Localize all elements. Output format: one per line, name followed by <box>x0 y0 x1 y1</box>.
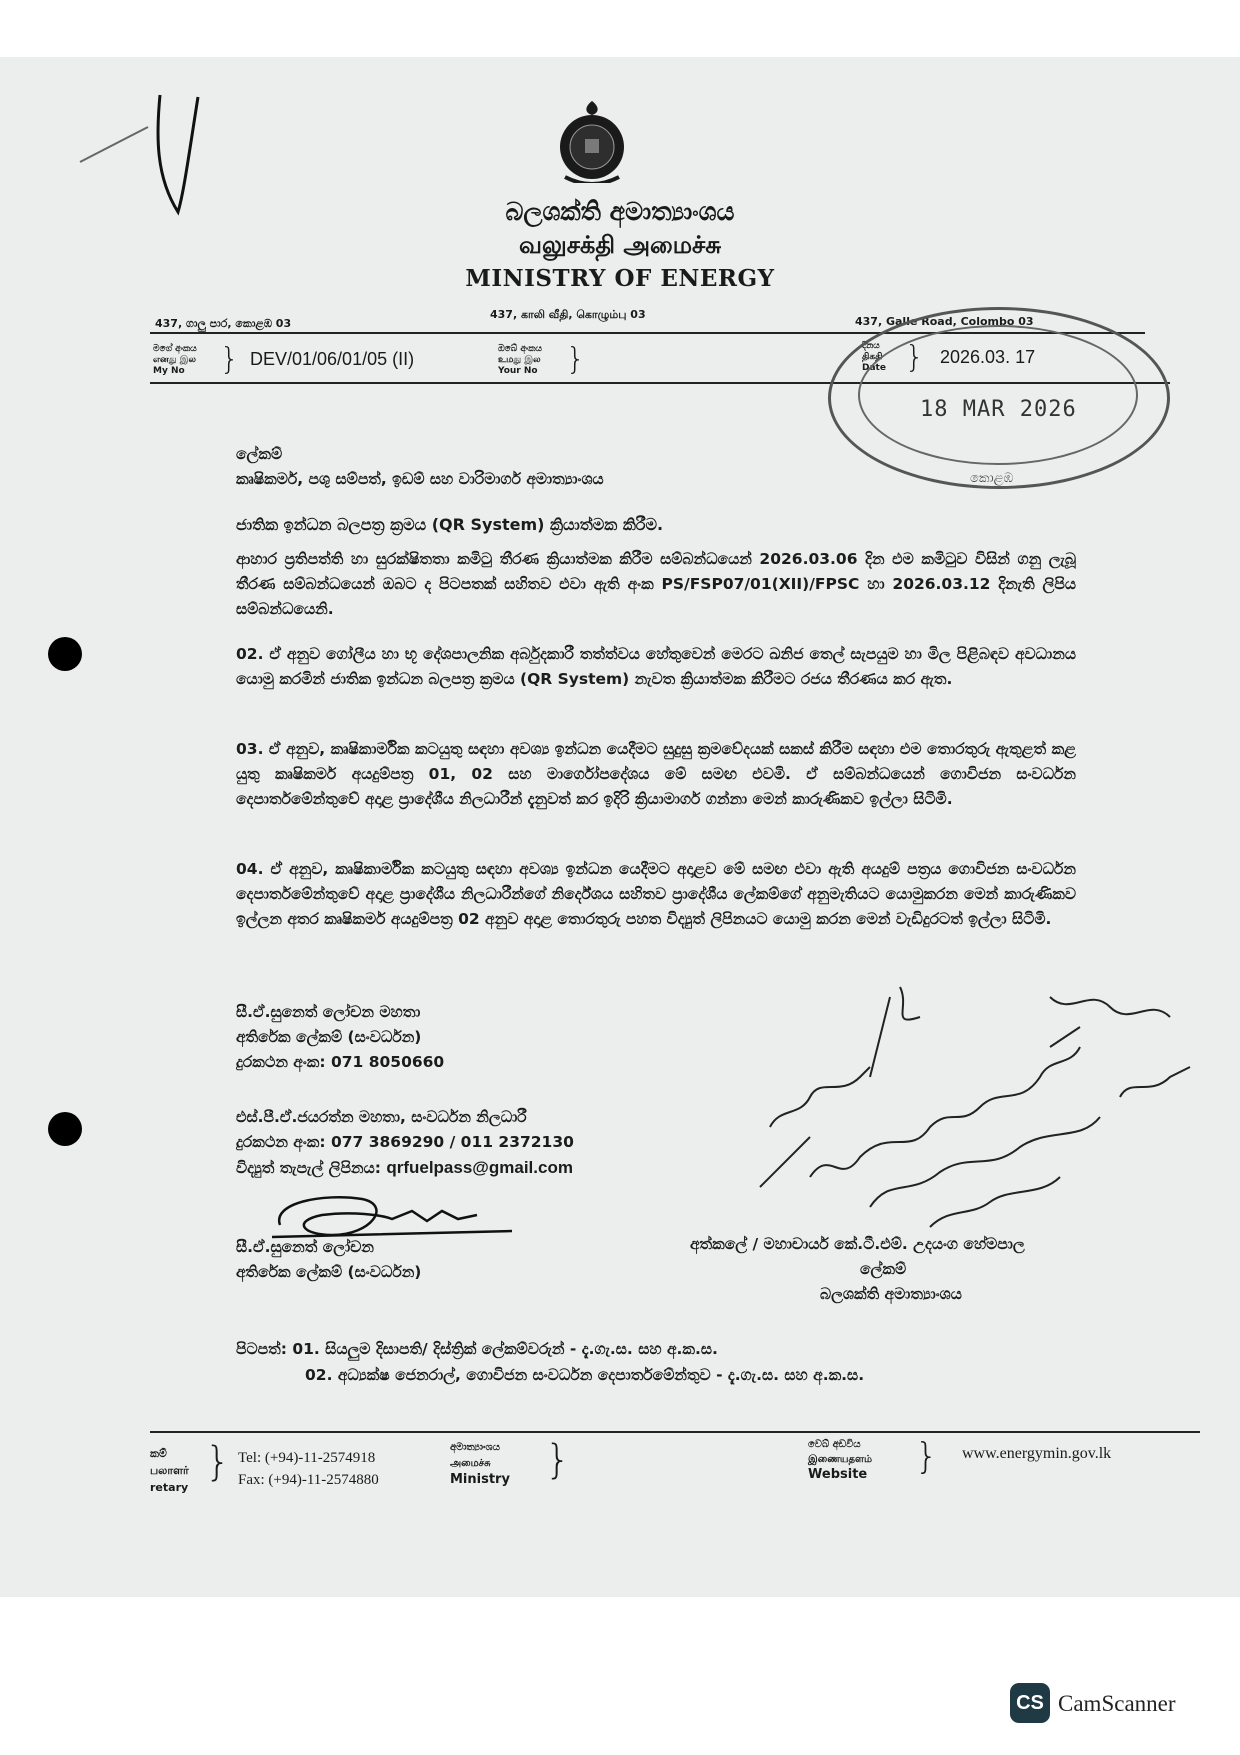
my-no-brace: } <box>220 342 240 377</box>
ministry-name-sinhala: බලශක්ති අමාත්‍යාංශය <box>505 197 735 226</box>
contact2-phone: දුරකථන අංක: 077 3869290 / 011 2372130 <box>236 1133 574 1151</box>
address-english: 437, Galle Road, Colombo 03 <box>855 315 1034 328</box>
date-brace: } <box>905 340 925 375</box>
handwritten-annotation <box>750 957 1220 1237</box>
date-label: දිනය திகதி Date <box>862 341 886 373</box>
punch-hole-bottom <box>48 1112 82 1146</box>
your-no-brace: } <box>566 342 586 377</box>
camscanner-logo-icon: CS <box>1010 1683 1050 1723</box>
secretary-title: ලේකම් <box>860 1260 907 1278</box>
contact2-email-label: විද්‍යුත් තැපැල් ලිපිනය: <box>236 1159 381 1177</box>
footer-fax: Fax: (+94)-11-2574880 <box>238 1472 379 1488</box>
contact1-name: සී.ඒ.සුනෙත් ලෝචන මහතා <box>236 1003 421 1021</box>
address-sinhala: 437, ගාලු පාර, කොළඹ 03 <box>155 317 292 330</box>
footer-tel: Tel: (+94)-11-2574918 <box>238 1450 376 1466</box>
secretary-name: අත්කලේ / මහාචාර්ය කේ.ටී.එම්. උදයංග හේමපාල <box>690 1235 1025 1253</box>
secretary-org: බලශක්ති අමාත්‍යාංශය <box>820 1285 962 1303</box>
signer-name: සී.ඒ.සුනෙත් ලෝචන <box>236 1238 374 1256</box>
signer-title: අතිරේක ලේකම් (සංවර්ධන) <box>236 1263 422 1281</box>
paragraph-04: 04. ඒ අනුව, කෘෂිකාර්මික කටයුතු සඳහා අවශ්‍ය ඉන්ධන යෙදීමට අදාළව මේ සමඟ එවා ඇති අයදුම් පත්‍රය ගොවිජන සංවර්ධන දෙපාර්තමේන්තුවේ අදාළ ප්‍රාදේශීය නිලධාරීන්ගේ නිර්දේශය සහිතව ප්‍රාදේශීය ලේකම්ගේ අනුමැතියට යොමුකරන මෙන් කාරුණිකව ඉල්ලන අතර කෘෂිකර්ම අයදුම්පත්‍ර 02 අනුව අදාළ තොරතුරු පහත විද්‍යුත් ලිපිනයට යොමු කරන මෙන් වැඩිදුරටත් ඉල්ලා සිටිමි. <box>236 860 1076 928</box>
received-stamp-text: කොළඹ <box>970 471 1014 486</box>
footer-website-label: වෙබ් අඩවිය இணையதளம் Website <box>808 1439 873 1482</box>
addressee-org: කෘෂිකර්ම, පශු සම්පත්, ඉඩම් සහ වාරිමාර්ග අමාත්‍යාංශය <box>236 470 604 488</box>
paragraph-03: 03. ඒ අනුව, කෘෂිකාර්මික කටයුතු සඳහා අවශ්‍ය ඉන්ධන යෙදීමට සුදුසු ක්‍රමවේදයක් සකස් කිරීම සඳහා එම තොරතුරු ඇතුළත් කළ යුතු කෘෂිකර්ම අයදුම්පත්‍ර 01, 02 සහ මාර්ගෝපදේශය මේ සමඟ එවමි. ඒ සම්බන්ධයෙන් ගොවිජන සංවර්ධන දෙපාර්තමේන්තුවේ අදාළ ප්‍රාදේශීය නිලධාරීන් දැනුවත් කර ඉදිරි ක්‍රියාමාර්ග ගන්නා මෙන් කාරුණිකව ඉල්ලා සිටිමි. <box>236 740 1076 808</box>
my-no-label: මගේ අංකය எனது இல My No <box>153 344 197 376</box>
copies-line-2: 02. අධ්‍යක්ෂ ජෙනරාල්, ගොවිජන සංවර්ධන දෙපාර්තමේන්තුව - දැ.ගැ.ස. සහ අ.ක.ස. <box>305 1366 865 1384</box>
footer-brace-2: } <box>545 1437 571 1483</box>
punch-hole-top <box>48 637 82 671</box>
copies-line-1: පිටපත්: 01. සියලුම දිසාපති/ දිස්ත්‍රික් ලේකම්වරුන් - දැ.ගැ.ස. සහ අ.ක.ස. <box>236 1340 718 1358</box>
your-no-label: ඔබේ අංකය உமது இல Your No <box>498 344 542 376</box>
addressee-title: ලේකම් <box>236 445 283 463</box>
received-stamp-date: 18 MAR 2026 <box>920 397 1077 422</box>
footer-brace-3: } <box>915 1436 938 1477</box>
address-tamil: 437, காலி வீதி, கொழும்பு 03 <box>490 308 646 321</box>
letter-subject: ජාතික ඉන්ධන බලපත්‍ර ක්‍රමය (QR System) ක්‍රියාත්මක කිරීම. <box>236 515 664 534</box>
footer-secretary-label: කම් பலாளர் retary <box>150 1447 189 1494</box>
letter-sheet <box>0 57 1240 1597</box>
contact1-title: අතිරේක ලේකම් (සංවර්ධන) <box>236 1028 422 1046</box>
contact1-phone: දුරකථන අංක: 071 8050660 <box>236 1053 445 1071</box>
my-no-value: DEV/01/06/01/05 (II) <box>250 349 415 369</box>
paragraph-intro: ආහාර ප්‍රතිපත්ති හා සුරක්ෂිතතා කමිටු තීරණ ක්‍රියාත්මක කිරීම සම්බන්ධයෙන් 2026.03.06 දින එම කමිටුව විසින් ගනු ලැබූ තීරණ සම්බන්ධයෙන් ඔබට ද පිටපතක් සහිතව එවා ඇති අංක PS/FSP07/01(XII)/FPSC හා 2026.03.12 දිනැති ලිපිය සම්බන්ධයෙනි. <box>236 550 1076 618</box>
national-emblem-icon <box>555 99 629 183</box>
footer-brace-1: } <box>205 1439 231 1485</box>
contact2-name: එස්.පී.ඒ.ජයරත්න මහතා, සංවර්ධන නිලධාරී <box>236 1108 527 1126</box>
ministry-name-tamil: வலுசக்தி அமைச்சு <box>519 231 721 259</box>
date-value: 2026.03. 17 <box>940 347 1036 367</box>
ministry-name-english: MINISTRY OF ENERGY <box>465 265 775 292</box>
footer-ministry-label: අමාත්‍යාංශය அமைச்சு Ministry <box>450 1442 510 1487</box>
footer-rule <box>150 1431 1200 1433</box>
paragraph-02: 02. ඒ අනුව ගෝලීය හා භූ දේශපාලනික අර්බුදකාරී තත්ත්වය හේතුවෙන් මෙරට ඛනිජ තෙල් සැපයුම හා මිල පිළිබඳව අවධානය යොමු කරමින් ජාතික ඉන්ධන බලපත්‍ර ක්‍රමය (QR System) නැවත ක්‍රියාත්මක කිරීමට රජය තීරණය කර ඇත. <box>236 645 1076 688</box>
camscanner-watermark: CamScanner <box>1058 1691 1176 1716</box>
footer-website[interactable]: www.energymin.gov.lk <box>962 1445 1112 1462</box>
contact2-email[interactable]: qrfuelpass@gmail.com <box>386 1158 573 1177</box>
